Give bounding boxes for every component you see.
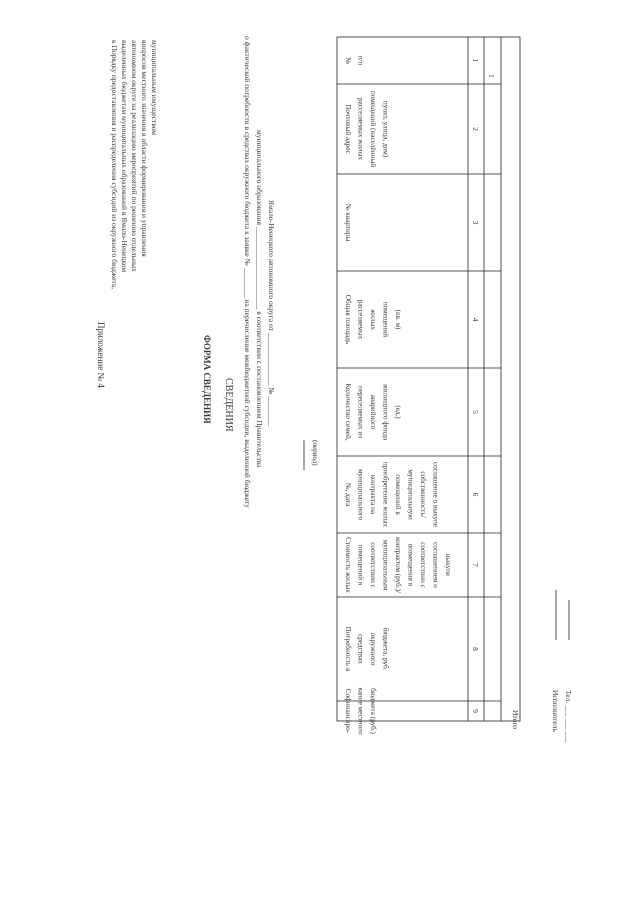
column-header-line: вание местного <box>356 687 365 735</box>
appendix-title: Приложение № 4 <box>96 322 106 388</box>
appendix-line: вопросов местного значения в области формирования и управления <box>140 40 149 257</box>
column-header-line: №, дата <box>344 482 352 507</box>
column-number: 5 <box>471 410 480 414</box>
column-header-line: помещений в <box>356 544 365 586</box>
column-header-line: соглашение о выкупе <box>431 461 440 528</box>
tel-label: Тел. ___ ___ ___ <box>564 690 573 743</box>
column-number: 1 <box>471 58 480 63</box>
column-header-line: № <box>344 57 352 64</box>
column-header-line: контрактом (руб.)/ <box>394 536 402 594</box>
column-header-line: бюджета, руб. <box>381 627 390 671</box>
column-numbers <box>471 59 480 714</box>
data-table <box>337 37 520 735</box>
column-number: 7 <box>471 563 480 567</box>
column-number: 2 <box>471 127 480 131</box>
form-heading <box>202 36 319 508</box>
period-label: (период) <box>311 440 319 466</box>
column-header-line: жилых <box>369 309 377 330</box>
column-header-line: соглашением о <box>431 542 440 588</box>
column-header-line: возмещения в <box>406 543 415 587</box>
column-header-line: помещений <box>381 301 390 338</box>
column-header-line: выкупе <box>444 553 452 577</box>
column-header-line: Почтовый адрес <box>344 104 352 154</box>
column-header-line: расселяемых жилых <box>356 97 365 161</box>
table-headers <box>344 56 452 735</box>
column-header-line: аварийного <box>369 394 377 430</box>
column-header-line: помещений (населённый <box>369 90 377 168</box>
column-header-line: соответствии с <box>419 542 427 588</box>
column-header-line: расселяемых <box>356 299 365 340</box>
column-header-line: Количество семей, <box>344 383 352 441</box>
column-header-line: собственность/ <box>419 471 427 518</box>
column-header-line: переселяемых из <box>356 385 365 439</box>
column-number: 6 <box>471 492 480 497</box>
table-cell: 1 <box>487 74 496 78</box>
column-header-line: окружного <box>369 632 377 666</box>
column-header-line: муниципального <box>356 468 365 521</box>
appendix-line: муниципальным имуществом <box>150 40 159 136</box>
column-header-line: № квартиры <box>344 203 352 242</box>
column-header-line: жилищного фонда <box>381 383 390 441</box>
appendix-line: выделенных бюджетам муниципальных образований в Ямало-Ненецком <box>120 40 129 273</box>
column-header-line: контракта на <box>369 474 377 515</box>
column-header-line: средствах <box>356 634 365 664</box>
form-subtitle: СВЕДЕНИЯ <box>223 378 234 432</box>
column-header-line: п/п <box>356 55 365 66</box>
footer <box>551 590 573 743</box>
column-header-line: соответствии с <box>369 542 377 588</box>
column-header-line: Общая площадь <box>344 294 352 345</box>
column-header-line: (ед.) <box>394 405 402 419</box>
column-header-line: (кв. м) <box>394 309 402 330</box>
appendix-line: к Порядку предоставления и распределения субсидий из окружного бюджета, <box>110 40 119 289</box>
column-header-line: муниципальным <box>381 539 390 591</box>
form-line-2: муниципального образования ______________________ в соответствии с постановлением Правительства <box>255 130 264 468</box>
column-number: 9 <box>471 709 480 713</box>
form-line-3: Ямало-Ненецкого автономного округа от ______________ № ________ <box>267 200 276 427</box>
appendix-line: автономном округе на реализацию мероприятий по решению отдельных <box>130 40 139 272</box>
column-header-line: бюджета (руб.) <box>369 688 377 734</box>
column-header-line: приобретение жилых <box>381 461 390 528</box>
column-number: 3 <box>471 220 480 225</box>
column-header-line: Потребность в <box>344 626 352 672</box>
column-header-line: муниципальную <box>406 469 415 520</box>
form-line-1: о фактической потребности в средствах окружного бюджета к заявке № ________ на перечисление межбюджетной субсидии, выделенной бюджету <box>243 36 252 508</box>
column-header-line: Софинансиро- <box>344 688 352 734</box>
column-number: 4 <box>471 317 480 322</box>
executor-label: Исполнитель <box>551 690 560 732</box>
total-row-label: Итого <box>511 710 520 729</box>
column-header-line: Стоимость жилых <box>344 537 352 593</box>
column-number: 8 <box>471 647 480 651</box>
column-header-line: пункт, улица, дом) <box>381 100 390 158</box>
appendix-block <box>96 40 159 388</box>
column-header-line: помещений в <box>394 474 402 515</box>
form-title: ФОРМА СВЕДЕНИЯ <box>202 335 212 424</box>
table-first-row <box>487 74 496 78</box>
